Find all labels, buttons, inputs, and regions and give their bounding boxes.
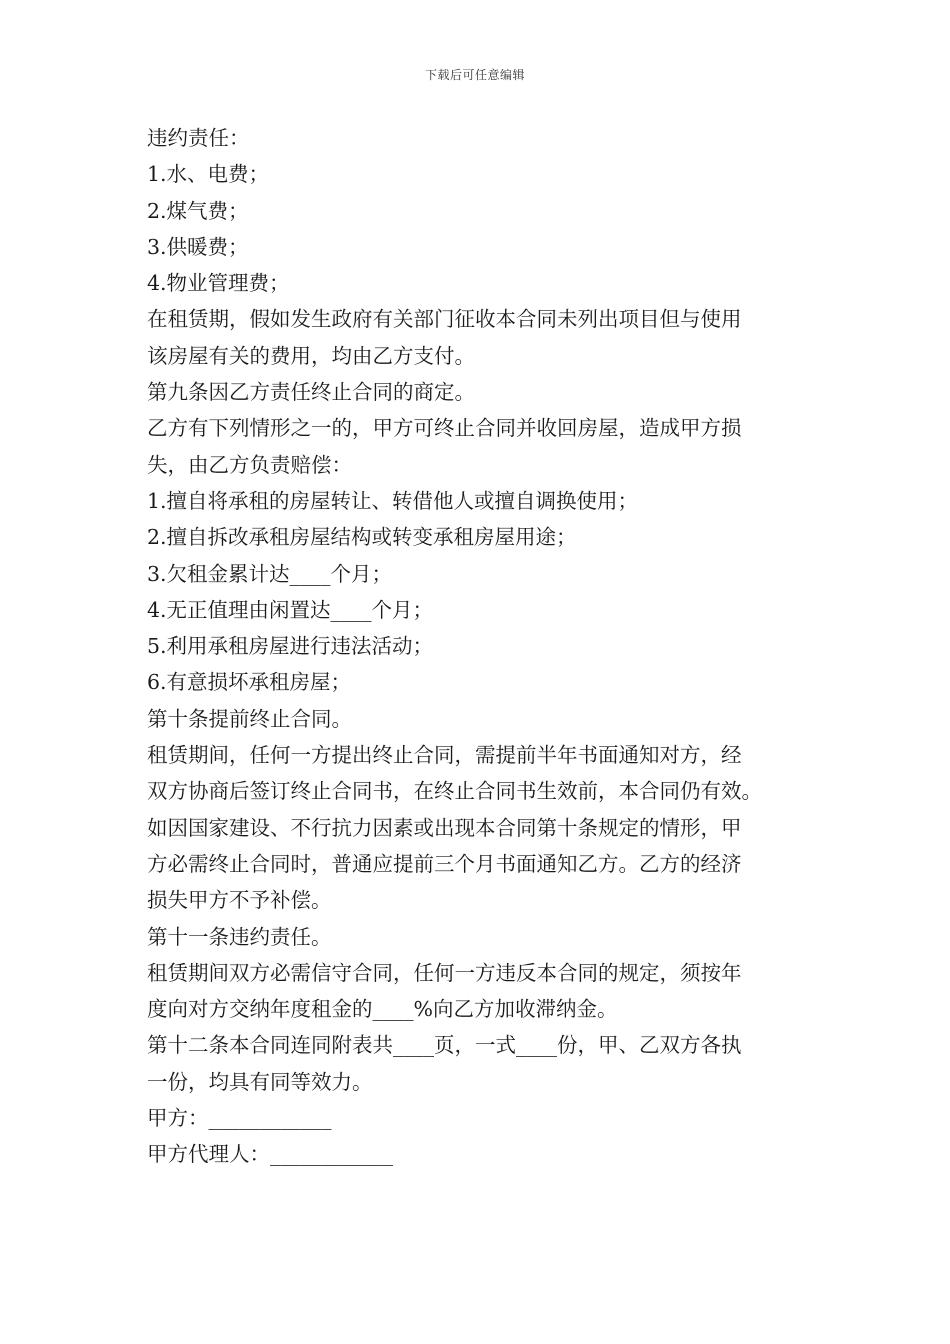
text-line: 违约责任： [147,126,250,150]
text-line: 6.有意损坏承租房屋； [147,670,352,695]
document-body [147,120,827,1173]
text-line: 度向对方交纳年度租金的____%向乙方加收滞纳金。 [147,997,618,1022]
text-line: 4.物业管理费； [147,271,290,296]
text-line: 第十二条本合同连同附表共____页，一式____份，甲、乙双方各执 [147,1033,742,1058]
text-line: 如因国家建设、不行抗力因素或出现本合同第十条规定的情形，甲 [147,815,742,840]
text-line: 第十一条违约责任。 [147,924,332,949]
text-line: 在租赁期，假如发生政府有关部门征收本合同未列出项目但与使用 [147,307,742,332]
text-line: 方必需终止合同时，普通应提前三个月书面通知乙方。乙方的经济 [147,851,742,876]
text-line: 损失甲方不予补偿。 [147,888,332,913]
text-line: 第九条因乙方责任终止合同的商定。 [147,380,475,405]
text-line: 一份，均具有同等效力。 [147,1069,373,1094]
text-line: 双方协商后签订终止合同书，在终止合同书生效前，本合同仍有效。 [147,779,762,804]
text-line: 该房屋有关的费用，均由乙方支付。 [147,343,475,368]
text-line: 3.欠租金累计达____个月； [147,561,393,586]
text-line: 甲方：____________ [147,1106,332,1131]
text-line: 5.利用承租房屋进行违法活动； [147,634,434,659]
text-line: 2.擅自拆改承租房屋结构或转变承租房屋用途； [147,525,577,550]
text-line: 甲方代理人：____________ [147,1142,393,1167]
text-line: 乙方有下列情形之一的，甲方可终止合同并收回房屋，造成甲方损 [147,416,742,441]
text-line: 4.无正值理由闲置达____个月； [147,597,434,622]
text-line: 2.煤气费； [147,198,249,223]
text-line: 1.擅自将承租的房屋转让、转借他人或擅自调换使用； [147,488,639,513]
text-line: 1.水、电费； [147,162,270,187]
text-line: 租赁期间双方必需信守合同，任何一方违反本合同的规定，须按年 [147,960,742,985]
text-line: 失，由乙方负责赔偿： [147,452,352,477]
page-header-note: 下载后可任意编辑 [424,68,525,82]
text-line: 租赁期间，任何一方提出终止合同，需提前半年书面通知对方，经 [147,743,742,768]
text-line: 第十条提前终止合同。 [147,706,352,731]
text-line: 3.供暖费； [147,234,249,259]
